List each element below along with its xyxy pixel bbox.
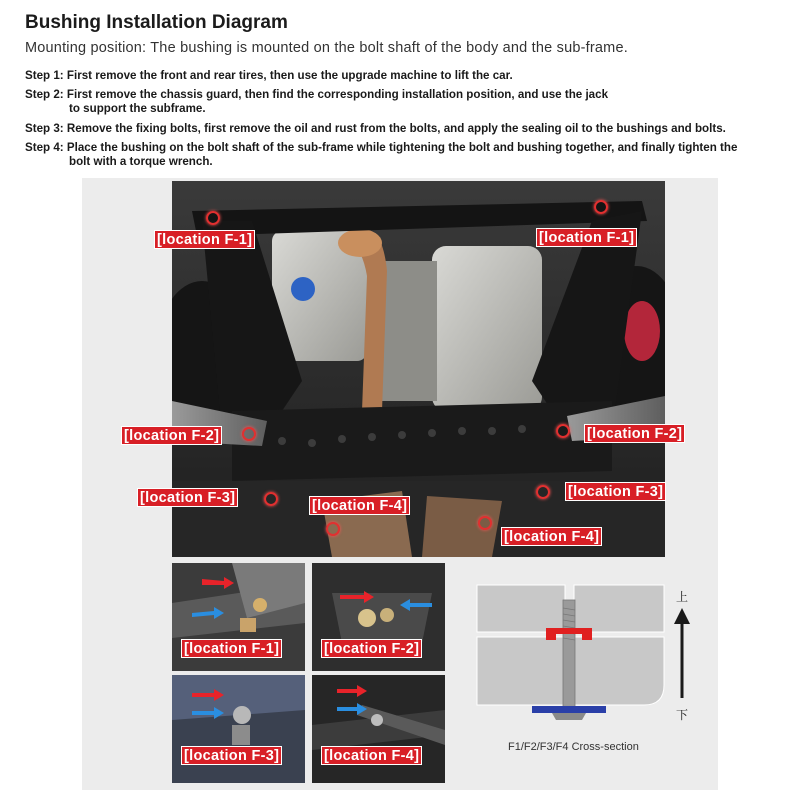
down-label: 下: [676, 708, 689, 722]
step-text: Remove the fixing bolts, first remove the oil and rust from the bolts, and apply the sealing oil to the bushings and bolts.: [66, 122, 726, 135]
up-label: 上: [676, 590, 689, 604]
cross-section-caption: F1/F2/F3/F4 Cross-section: [508, 741, 639, 753]
bolt-marker-f2-left: [242, 427, 256, 441]
bolt-marker-f4-left: [326, 522, 340, 536]
step-text-continued: to support the subframe.: [69, 102, 206, 115]
page-subtitle: Mounting position: The bushing is mounted on the bolt shaft of the body and the sub-frame.: [25, 40, 628, 56]
step-text: Place the bushing on the bolt shaft of the sub-frame while tightening the bolt and bushing together, and finally tighten the: [66, 141, 738, 154]
location-label-f3-left: [location F-3]: [137, 488, 238, 507]
location-label-f2-left: [location F-2]: [121, 426, 222, 445]
bolt-marker-f3-left: [264, 492, 278, 506]
cross-section-diagram: [470, 580, 700, 740]
location-label-f2-right: [location F-2]: [584, 424, 685, 443]
location-label-f1-left: [location F-1]: [154, 230, 255, 249]
step-text-continued: bolt with a torque wrench.: [69, 155, 213, 168]
page-title: Bushing Installation Diagram: [25, 12, 288, 33]
bolt-marker-f4-right: [478, 516, 492, 530]
location-label-f1-right: [location F-1]: [536, 228, 637, 247]
location-label-f4-right: [location F-4]: [501, 527, 602, 546]
step-label: Step 1:: [25, 69, 64, 82]
location-label-f4-left: [location F-4]: [309, 496, 410, 515]
location-label-f3-right: [location F-3]: [565, 482, 666, 501]
bolt-marker-f1-right: [594, 200, 608, 214]
step-text: First remove the front and rear tires, then use the upgrade machine to lift the car.: [66, 69, 513, 82]
detail-illustration-f4: [312, 675, 445, 783]
step-label: Step 4:: [25, 141, 64, 154]
detail-photo-f3: [172, 675, 305, 783]
step-4: [25, 141, 737, 169]
step-label: Step 2:: [25, 88, 64, 101]
bolt-marker-f2-right: [556, 424, 570, 438]
detail-label-f1: [location F-1]: [181, 639, 282, 658]
step-1: [25, 69, 513, 83]
bolt-marker-f1-left: [206, 211, 220, 225]
detail-label-f3: [location F-3]: [181, 746, 282, 765]
bolt-marker-f3-right: [536, 485, 550, 499]
step-text: First remove the chassis guard, then find the corresponding installation position, and use the jack: [66, 88, 609, 101]
detail-label-f4: [location F-4]: [321, 746, 422, 765]
step-3: [25, 122, 726, 136]
step-2: [25, 88, 608, 116]
detail-illustration-f3: [172, 675, 305, 783]
step-label: Step 3:: [25, 122, 64, 135]
detail-label-f2: [location F-2]: [321, 639, 422, 658]
detail-photo-f4: [312, 675, 445, 783]
